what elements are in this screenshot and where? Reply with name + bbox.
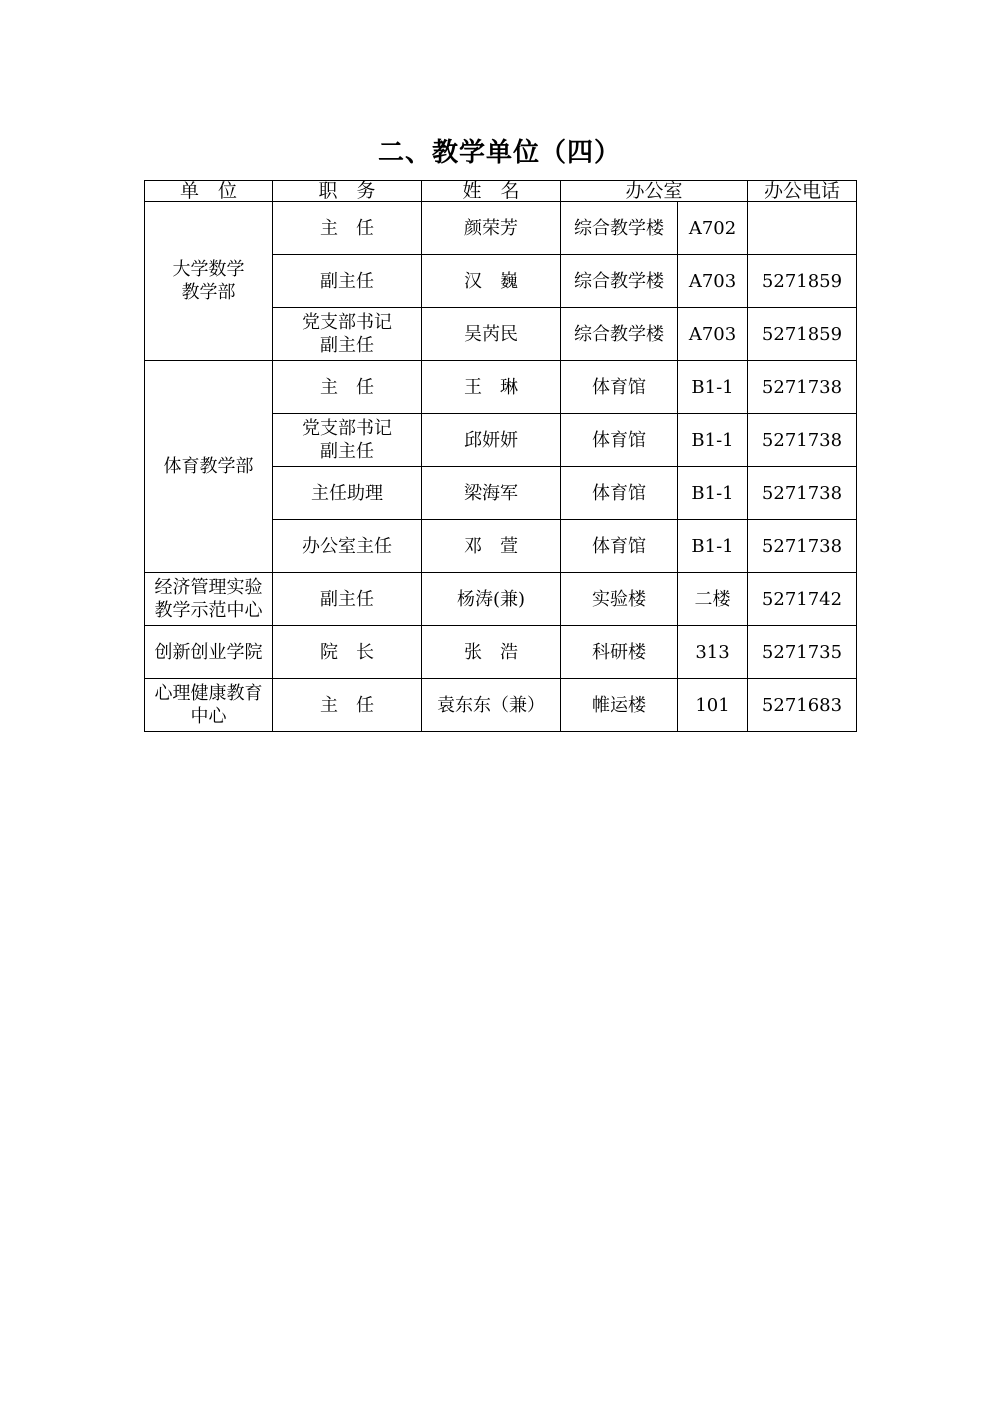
unit-cell: 心理健康教育 中心 [145, 679, 273, 732]
building-cell: 实验楼 [561, 573, 678, 626]
room-cell: B1-1 [678, 467, 748, 520]
room-cell: A702 [678, 202, 748, 255]
room-cell: 313 [678, 626, 748, 679]
room-cell: 101 [678, 679, 748, 732]
header-name: 姓 名 [422, 181, 561, 202]
position-cell: 副主任 [273, 573, 422, 626]
phone-cell: 5271859 [748, 308, 857, 361]
name-cell: 张 浩 [422, 626, 561, 679]
phone-cell [748, 202, 857, 255]
phone-cell: 5271683 [748, 679, 857, 732]
position-cell: 主 任 [273, 202, 422, 255]
unit-cell: 经济管理实验 教学示范中心 [145, 573, 273, 626]
room-cell: A703 [678, 308, 748, 361]
room-cell: B1-1 [678, 414, 748, 467]
name-cell: 吴芮民 [422, 308, 561, 361]
table-row [145, 679, 857, 732]
unit-cell: 体育教学部 [145, 361, 273, 573]
building-cell: 综合教学楼 [561, 202, 678, 255]
room-cell: B1-1 [678, 520, 748, 573]
table-row [145, 626, 857, 679]
name-cell: 袁东东（兼） [422, 679, 561, 732]
position-cell: 主任助理 [273, 467, 422, 520]
room-cell: A703 [678, 255, 748, 308]
building-cell: 体育馆 [561, 414, 678, 467]
unit-cell: 大学数学 教学部 [145, 202, 273, 361]
position-cell: 主 任 [273, 679, 422, 732]
building-cell: 帷运楼 [561, 679, 678, 732]
building-cell: 综合教学楼 [561, 308, 678, 361]
table-row [145, 573, 857, 626]
page-title: 二、教学单位（四） [377, 138, 621, 168]
position-cell: 主 任 [273, 361, 422, 414]
position-cell: 党支部书记 副主任 [273, 308, 422, 361]
header-phone: 办公电话 [748, 181, 857, 202]
position-cell: 办公室主任 [273, 520, 422, 573]
header-row [145, 181, 857, 202]
phone-cell: 5271738 [748, 520, 857, 573]
room-cell: 二楼 [678, 573, 748, 626]
name-cell: 梁海军 [422, 467, 561, 520]
position-cell: 党支部书记 副主任 [273, 414, 422, 467]
phone-cell: 5271742 [748, 573, 857, 626]
building-cell: 科研楼 [561, 626, 678, 679]
header-office: 办公室 [561, 181, 748, 202]
position-cell: 院 长 [273, 626, 422, 679]
phone-cell: 5271738 [748, 361, 857, 414]
phone-cell: 5271735 [748, 626, 857, 679]
staff-directory-table [144, 180, 857, 732]
phone-cell: 5271738 [748, 414, 857, 467]
building-cell: 综合教学楼 [561, 255, 678, 308]
table-row [145, 202, 857, 255]
building-cell: 体育馆 [561, 361, 678, 414]
name-cell: 颜荣芳 [422, 202, 561, 255]
name-cell: 邱妍妍 [422, 414, 561, 467]
table-row [145, 361, 857, 414]
header-position: 职 务 [273, 181, 422, 202]
name-cell: 汉 巍 [422, 255, 561, 308]
name-cell: 王 琳 [422, 361, 561, 414]
name-cell: 杨涛(兼) [422, 573, 561, 626]
unit-cell: 创新创业学院 [145, 626, 273, 679]
position-cell: 副主任 [273, 255, 422, 308]
phone-cell: 5271738 [748, 467, 857, 520]
header-unit: 单 位 [145, 181, 273, 202]
building-cell: 体育馆 [561, 467, 678, 520]
building-cell: 体育馆 [561, 520, 678, 573]
name-cell: 邓 萱 [422, 520, 561, 573]
room-cell: B1-1 [678, 361, 748, 414]
phone-cell: 5271859 [748, 255, 857, 308]
